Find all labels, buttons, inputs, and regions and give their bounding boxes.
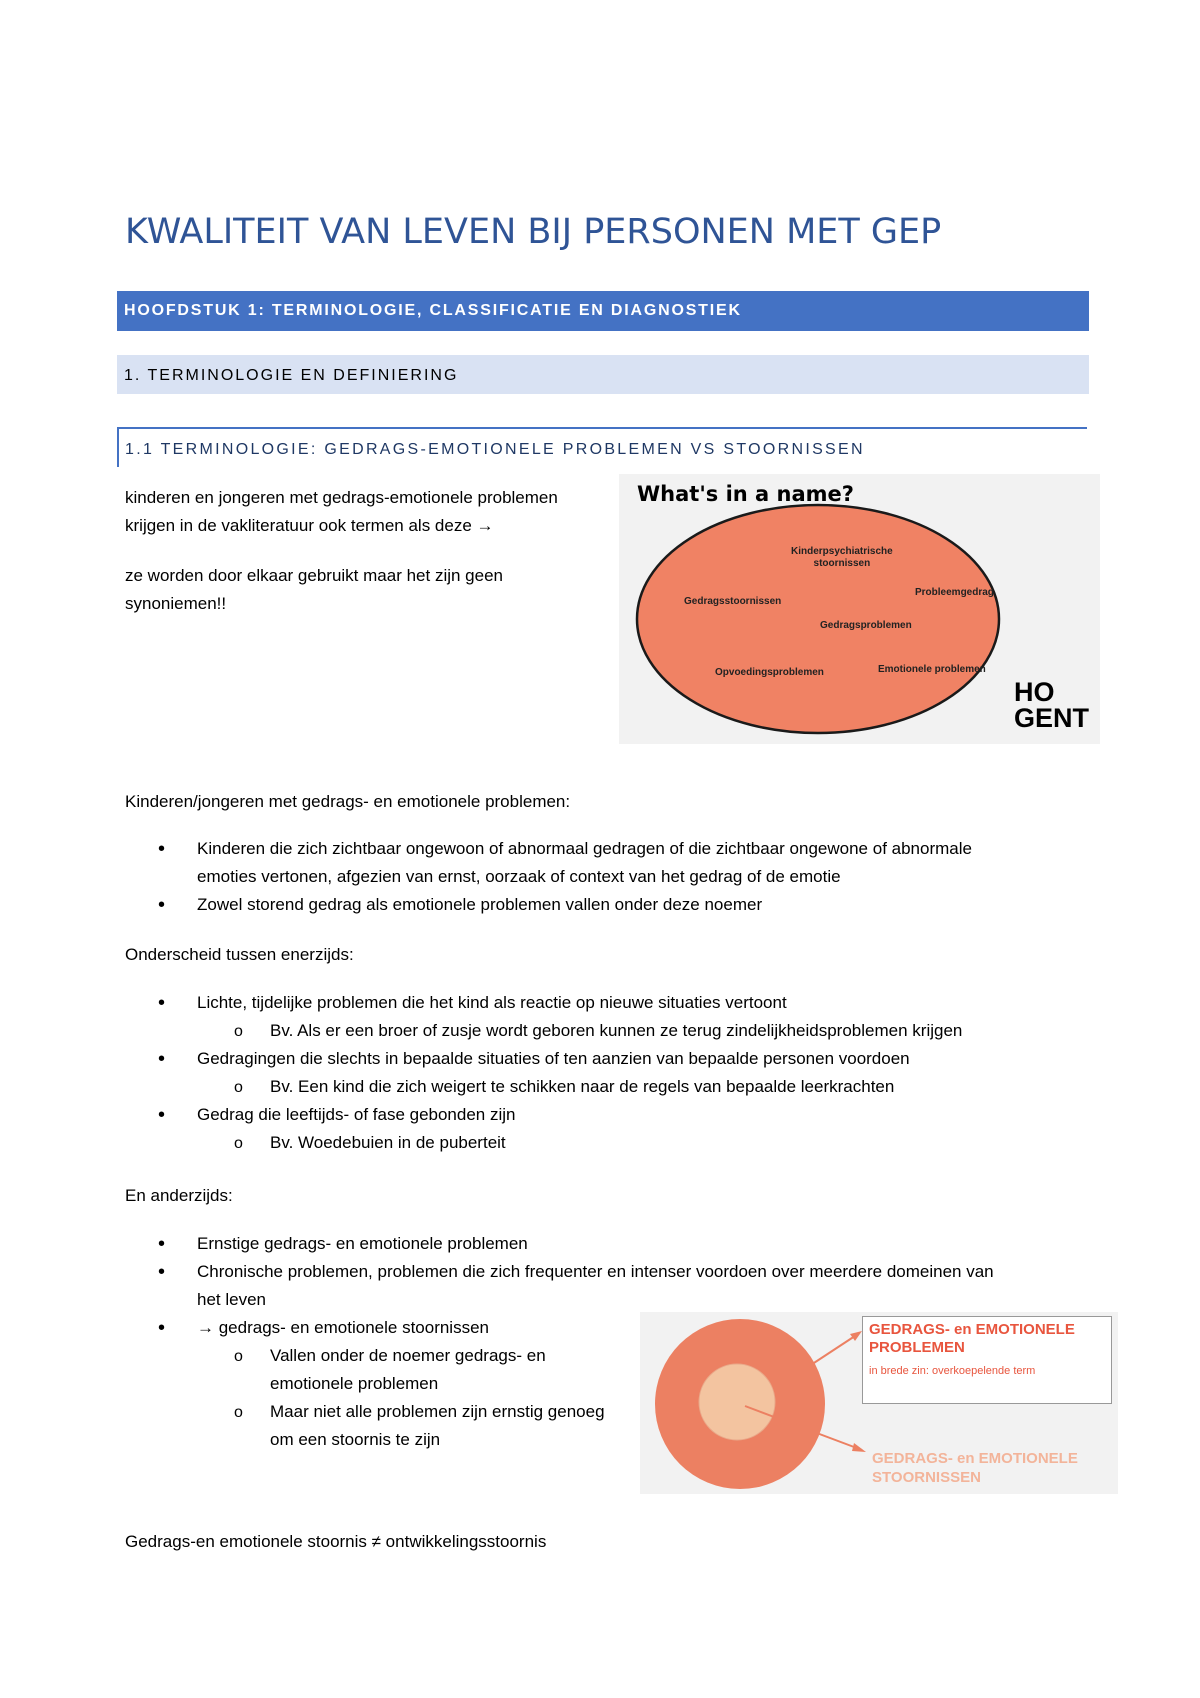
inner-circle-stoornissen (699, 1364, 775, 1440)
intro-line-3: ze worden door elkaar gebruikt maar het zijn geen (125, 566, 503, 585)
intro-line-2: krijgen in de vakliteratuur ook termen als deze → (125, 516, 494, 535)
sub-bullet-icon (234, 1398, 254, 1427)
list-item-text: Kinderen die zich zichtbaar ongewoon of abnormaal gedragen of die zichtbaar ongewone of abnormale (197, 839, 972, 858)
sub-bullet-icon (234, 1073, 254, 1102)
final-statement: Gedrags-en emotionele stoornis ≠ ontwikkelingsstoornis (125, 1532, 547, 1551)
figure-title: What's in a name? (637, 482, 854, 506)
document-title: KWALITEIT VAN LEVEN BIJ PERSONEN MET GEP (125, 212, 942, 252)
list-item-text: Zowel storend gedrag als emotionele problemen vallen onder deze noemer (197, 895, 763, 914)
list-item-text: → gedrags- en emotionele stoornissen (197, 1318, 489, 1337)
list-item-text: Lichte, tijdelijke problemen die het kind als reactie op nieuwe situaties vertoont (197, 993, 787, 1012)
intro-line-1: kinderen en jongeren met gedrags-emotionele problemen (125, 488, 558, 507)
list-item-text: om een stoornis te zijn (270, 1430, 441, 1449)
label-gedragsproblemen: Gedragsproblemen (820, 620, 912, 631)
problemen-box-title: GEDRAGS- en EMOTIONELE PROBLEMEN (869, 1321, 1075, 1356)
label-opvoedingsproblemen: Opvoedingsproblemen (715, 667, 824, 678)
para1-heading: Kinderen/jongeren met gedrags- en emotionele problemen: (125, 792, 571, 811)
list-item-text: Gedrag die leeftijds- of fase gebonden zijn (197, 1105, 516, 1124)
list-item-text: Ernstige gedrags- en emotionele problemen (197, 1234, 528, 1253)
whats-in-a-name-figure (619, 474, 1100, 744)
list-item-text: Bv. Een kind die zich weigert te schikken naar de regels van bepaalde leerkrachten (270, 1077, 895, 1096)
bullet-icon (158, 835, 178, 864)
chapter-heading: HOOFDSTUK 1: TERMINOLOGIE, CLASSIFICATIE EN DIAGNOSTIEK (117, 291, 1089, 331)
list-item-text: Bv. Als er een broer of zusje wordt geboren kunnen ze terug zindelijkheidsproblemen krijgen (270, 1021, 963, 1040)
bullet-icon (158, 989, 178, 1018)
bullet-icon (158, 1314, 178, 1343)
label-probleemgedrag: Probleemgedrag (915, 587, 994, 598)
label-emotionele-problemen: Emotionele problemen (878, 664, 986, 675)
bullet-icon (158, 1101, 178, 1130)
hogent-logo: HO GENT (1014, 677, 1090, 733)
list-item-text: Chronische problemen, problemen die zich frequenter en intenser voordoen over meerdere domeinen van (197, 1262, 994, 1281)
label-gedragsstoornissen: Gedragsstoornissen (684, 596, 782, 607)
problemen-vs-stoornissen-figure (640, 1312, 1118, 1494)
arrowhead-stoornissen (852, 1443, 866, 1452)
list-item-text: het leven (197, 1290, 266, 1309)
list-item-text: Bv. Woedebuien in de puberteit (270, 1133, 506, 1152)
bullet-icon (158, 891, 178, 920)
problemen-box (862, 1316, 1112, 1404)
subsection-heading-text: 1.1 TERMINOLOGIE: GEDRAGS-EMOTIONELE PROBLEMEN VS STOORNISSEN (125, 441, 865, 458)
list-item-text: Vallen onder de noemer gedrags- en (270, 1346, 546, 1365)
bullet-icon (158, 1258, 178, 1287)
section-heading: 1. TERMINOLOGIE EN DEFINIERING (117, 355, 1089, 394)
problemen-box-subtitle: in brede zin: overkoepelende term (869, 1365, 1036, 1377)
list-item-text: emoties vertonen, afgezien van ernst, oorzaak of context van het gedrag of de emotie (197, 867, 841, 886)
sub-bullet-icon (234, 1017, 254, 1046)
stoornissen-label: GEDRAGS- en EMOTIONELE STOORNISSEN (872, 1450, 1078, 1486)
para3-heading: En anderzijds: (125, 1186, 233, 1205)
para2-heading: Onderscheid tussen enerzijds: (125, 945, 354, 964)
sub-bullet-icon (234, 1129, 254, 1158)
list-item-text: Maar niet alle problemen zijn ernstig genoeg (270, 1402, 605, 1421)
sub-bullet-icon (234, 1342, 254, 1371)
overview-ellipse (637, 505, 999, 733)
label-kinderpsychiatrische-stoornissen: Kinderpsychiatrische stoornissen (791, 546, 893, 569)
subsection-heading (117, 427, 1087, 467)
list-item-text: emotionele problemen (270, 1374, 439, 1393)
bullet-icon (158, 1045, 178, 1074)
bullet-icon (158, 1230, 178, 1259)
intro-line-4: synoniemen!! (125, 594, 227, 613)
arrowhead-problemen (850, 1331, 862, 1341)
list-item-text: Gedragingen die slechts in bepaalde situaties of ten aanzien van bepaalde personen voordoen (197, 1049, 910, 1068)
